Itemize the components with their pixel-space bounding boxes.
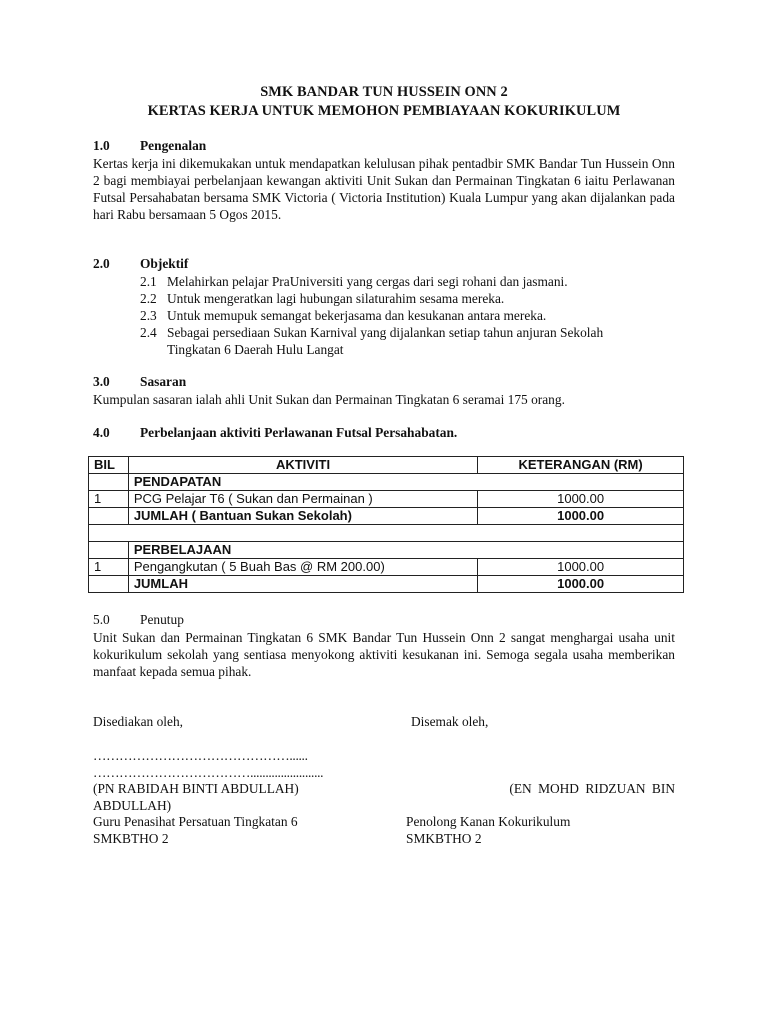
objective-text: Melahirkan pelajar PraUniversiti yang cergas dari segi rohani dan jasmani. — [167, 274, 568, 289]
income-activity: PCG Pelajar T6 ( Sukan dan Permainan ) — [128, 491, 477, 508]
expense-bil: 1 — [89, 559, 129, 576]
preparer-name: (PN RABIDAH BINTI ABDULLAH) — [93, 781, 299, 796]
empty-cell — [89, 525, 684, 542]
objective-number: 2.4 — [140, 325, 157, 340]
objective-text: Sebagai persediaan Sukan Karnival yang dijalankan setiap tahun anjuran Sekolah — [167, 325, 604, 340]
document-subtitle: KERTAS KERJA UNTUK MEMOHON PEMBIAYAAN KOKURIKULUM — [147, 103, 621, 119]
preparer-school: SMKBTHO 2 — [93, 831, 169, 846]
income-amount: 1000.00 — [478, 491, 684, 508]
table-row — [89, 559, 684, 576]
section-1-number: 1.0 — [93, 138, 110, 153]
objective-list — [140, 273, 675, 358]
expense-heading-row — [89, 542, 684, 559]
expense-total-label: JUMLAH — [128, 576, 477, 593]
checker-name-continuation: ABDULLAH) — [93, 798, 172, 813]
section-5-body: Unit Sukan dan Permainan Tingkatan 6 SMK Bandar Tun Hussein Onn 2 sangat menghargai usaha unit kokurikulum sekolah yang sentiasa menyokong aktiviti kesukanan ini. Semoga segala usaha memberikan manfaat kepada semua pihak. — [93, 630, 675, 679]
income-total-label: JUMLAH ( Bantuan Sukan Sekolah) — [128, 508, 477, 525]
checker-name: (EN MOHD RIDZUAN BIN — [509, 781, 675, 796]
objective-number: 2.3 — [140, 308, 157, 323]
expense-total-row — [89, 576, 684, 593]
spacer-row — [89, 525, 684, 542]
section-5-number: 5.0 — [93, 612, 110, 627]
expense-heading: PERBELAJAAN — [128, 542, 683, 559]
checker-role: Penolong Kanan Kokurikulum — [406, 814, 571, 829]
income-bil: 1 — [89, 491, 129, 508]
preparer-role: Guru Penasihat Persatuan Tingkatan 6 — [93, 814, 298, 829]
signature-dots-line-2: ………………………………........................ — [93, 765, 324, 780]
section-1-body: Kertas kerja ini dikemukakan untuk mendapatkan kelulusan pihak pentadbir SMK Bandar Tun Hussein Onn 2 bagi membiayai perbelanjaan kewangan aktiviti Unit Sukan dan Permainan Tingkatan 6 iaitu Perlawanan Futsal Persahabatan bersama SMK Victoria ( Victoria Institution) Kuala Lumpur yang akan dijalankan pada hari Rabu bersamaan 5 Ogos 2015. — [93, 156, 675, 222]
section-4-heading: Perbelanjaan aktiviti Perlawanan Futsal Persahabatan. — [140, 425, 458, 440]
section-3-heading: Sasaran — [140, 374, 187, 389]
section-1-heading: Pengenalan — [140, 138, 207, 153]
empty-cell — [89, 542, 129, 559]
income-heading-row — [89, 474, 684, 491]
school-title: SMK BANDAR TUN HUSSEIN ONN 2 — [260, 84, 508, 100]
objective-item — [140, 290, 675, 307]
objective-number: 2.2 — [140, 291, 157, 306]
objective-item — [140, 307, 675, 324]
expense-activity: Pengangkutan ( 5 Buah Bas @ RM 200.00) — [128, 559, 477, 576]
signature-dots-line-1: ………………………………………...... — [93, 748, 308, 763]
checked-by-label: Disemak oleh, — [411, 714, 489, 729]
empty-cell — [89, 576, 129, 593]
income-heading: PENDAPATAN — [128, 474, 683, 491]
objective-text: Untuk mengeratkan lagi hubungan silaturahim sesama mereka. — [167, 291, 505, 306]
objective-text: Untuk memupuk semangat bekerjasama dan kesukanan antara mereka. — [167, 308, 547, 323]
table-header-row — [89, 457, 684, 474]
section-4-number: 4.0 — [93, 425, 110, 440]
objective-item — [140, 324, 675, 341]
budget-table — [88, 456, 684, 593]
income-total-amount: 1000.00 — [478, 508, 684, 525]
section-3-number: 3.0 — [93, 374, 110, 389]
section-3-body: Kumpulan sasaran ialah ahli Unit Sukan dan Permainan Tingkatan 6 seramai 175 orang. — [93, 392, 565, 407]
table-row — [89, 491, 684, 508]
prepared-by-label: Disediakan oleh, — [93, 714, 183, 729]
checker-school: SMKBTHO 2 — [406, 831, 482, 846]
header-keterangan: KETERANGAN (RM) — [478, 457, 684, 474]
section-5-heading: Penutup — [140, 612, 184, 627]
expense-amount: 1000.00 — [478, 559, 684, 576]
empty-cell — [89, 508, 129, 525]
empty-cell — [89, 474, 129, 491]
income-total-row — [89, 508, 684, 525]
expense-total-amount: 1000.00 — [478, 576, 684, 593]
section-2-number: 2.0 — [93, 256, 110, 271]
objective-item — [140, 273, 675, 290]
header-bil: BIL — [89, 457, 129, 474]
header-aktiviti: AKTIVITI — [128, 457, 477, 474]
section-2-heading: Objektif — [140, 256, 189, 271]
objective-continuation: Tingkatan 6 Daerah Hulu Langat — [167, 342, 344, 357]
objective-number: 2.1 — [140, 274, 157, 289]
